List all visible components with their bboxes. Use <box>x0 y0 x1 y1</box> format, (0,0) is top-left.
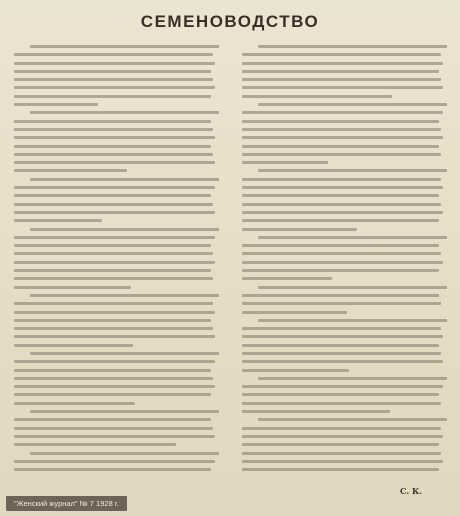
text-line <box>242 145 439 148</box>
text-line <box>242 468 439 471</box>
text-line <box>242 120 439 123</box>
text-line <box>258 45 447 48</box>
text-line <box>30 352 219 355</box>
text-line <box>242 95 392 98</box>
text-line <box>242 186 443 189</box>
text-line <box>14 344 133 347</box>
text-line <box>14 418 211 421</box>
text-line <box>242 203 441 206</box>
text-line <box>14 219 102 222</box>
text-line <box>14 468 211 471</box>
text-line <box>242 393 439 396</box>
text-line <box>242 335 443 338</box>
text-line <box>242 211 443 214</box>
text-line <box>258 286 447 289</box>
text-line <box>14 211 215 214</box>
text-line <box>242 86 443 89</box>
text-line <box>30 410 219 413</box>
text-line <box>14 377 213 380</box>
text-line <box>242 294 439 297</box>
text-line <box>14 277 213 280</box>
text-line <box>242 402 441 405</box>
text-line <box>242 111 443 114</box>
text-line <box>30 228 219 231</box>
text-line <box>14 62 215 65</box>
column-left <box>14 40 219 480</box>
text-line <box>258 169 447 172</box>
text-line <box>14 460 215 463</box>
text-line <box>14 269 211 272</box>
text-line <box>30 178 219 181</box>
text-line <box>14 427 213 430</box>
author-signature: С. К. <box>400 486 422 496</box>
text-line <box>14 86 215 89</box>
text-line <box>242 410 390 413</box>
text-line <box>242 244 439 247</box>
text-line <box>242 385 443 388</box>
text-line <box>30 452 219 455</box>
text-line <box>258 236 447 239</box>
text-line <box>14 169 127 172</box>
text-line <box>30 45 219 48</box>
text-line <box>14 385 215 388</box>
text-line <box>242 302 441 305</box>
text-line <box>242 252 441 255</box>
text-line <box>14 161 215 164</box>
text-line <box>242 70 439 73</box>
text-line <box>14 53 213 56</box>
text-line <box>242 269 439 272</box>
text-line <box>14 203 213 206</box>
text-line <box>242 228 357 231</box>
text-line <box>242 178 441 181</box>
text-line <box>14 194 211 197</box>
text-line <box>14 360 215 363</box>
text-line <box>14 369 211 372</box>
text-line <box>14 95 211 98</box>
text-line <box>30 111 219 114</box>
text-line <box>14 286 131 289</box>
text-line <box>242 128 441 131</box>
text-line <box>242 344 439 347</box>
text-line <box>242 427 441 430</box>
text-line <box>242 161 328 164</box>
text-line <box>14 244 211 247</box>
text-line <box>242 369 349 372</box>
text-line <box>258 319 447 322</box>
text-line <box>14 261 215 264</box>
text-line <box>242 443 439 446</box>
text-line <box>242 62 443 65</box>
text-line <box>258 377 447 380</box>
text-line <box>242 53 441 56</box>
text-line <box>14 435 215 438</box>
text-line <box>14 327 213 330</box>
text-line <box>242 136 443 139</box>
text-line <box>14 153 213 156</box>
text-line <box>30 294 219 297</box>
text-line <box>14 128 213 131</box>
text-line <box>14 319 211 322</box>
text-line <box>14 393 211 396</box>
text-line <box>242 153 441 156</box>
text-line <box>242 277 332 280</box>
text-line <box>242 194 439 197</box>
text-line <box>14 236 215 239</box>
text-line <box>242 327 441 330</box>
article-title: СЕМЕНОВОДСТВО <box>140 12 320 31</box>
source-caption: "Женский журнал" № 7 1928 г. <box>6 496 127 511</box>
text-line <box>14 402 135 405</box>
text-line <box>242 352 441 355</box>
text-line <box>242 460 443 463</box>
text-line <box>14 136 215 139</box>
text-line <box>242 452 441 455</box>
text-line <box>258 103 447 106</box>
text-line <box>14 311 215 314</box>
text-line <box>14 186 215 189</box>
text-line <box>242 261 443 264</box>
text-line <box>258 418 447 421</box>
text-line <box>242 219 439 222</box>
text-line <box>242 435 443 438</box>
column-right <box>242 40 447 480</box>
text-line <box>14 70 211 73</box>
text-line <box>14 103 98 106</box>
text-line <box>14 443 176 446</box>
text-line <box>14 145 211 148</box>
text-line <box>242 311 347 314</box>
text-line <box>14 252 213 255</box>
text-line <box>14 120 211 123</box>
text-line <box>14 335 215 338</box>
text-line <box>14 78 213 81</box>
text-line <box>242 78 441 81</box>
text-line <box>242 360 443 363</box>
text-line <box>14 302 213 305</box>
